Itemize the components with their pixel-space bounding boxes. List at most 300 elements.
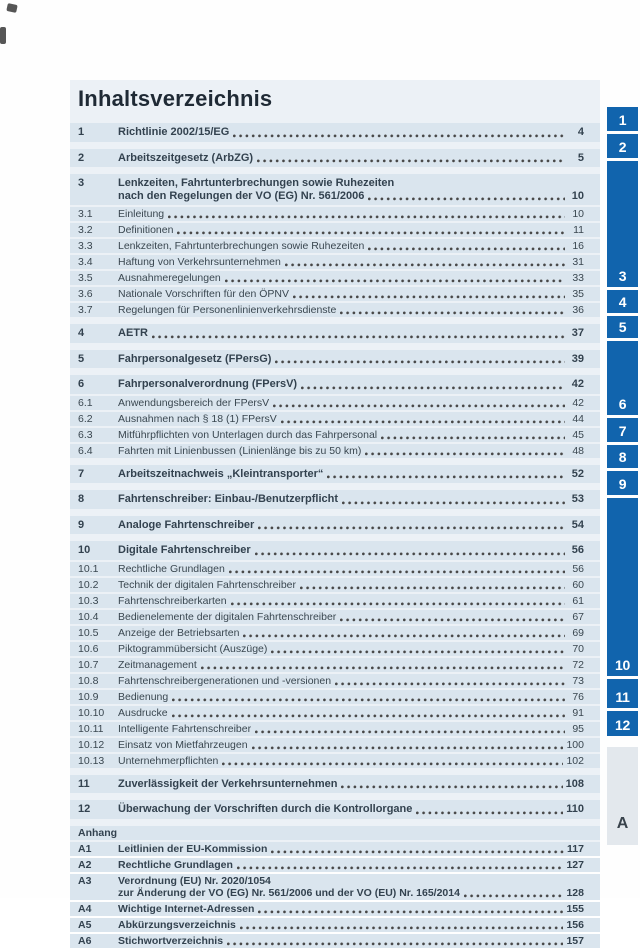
- leader-dots: [255, 552, 565, 556]
- toc-entry-page: 39: [571, 352, 584, 365]
- leader-dots: [281, 420, 565, 424]
- toc-entry-line: [118, 304, 584, 316]
- toc-entry-line: [118, 859, 584, 871]
- toc-entry-page: 16: [572, 240, 584, 252]
- toc-entry-line: [118, 643, 584, 655]
- toc-entry-lines: [118, 256, 584, 268]
- toc-entry-title: Ausnahmen nach § 18 (1) FPersV: [118, 412, 277, 425]
- toc-entry-number: 2: [78, 151, 85, 164]
- toc-entry-page: 10: [572, 208, 584, 220]
- toc-entry-page: 110: [566, 803, 584, 815]
- toc-entry-line: [118, 288, 584, 300]
- toc-entry-lines: [118, 919, 584, 931]
- chapter-tab-label: 10: [615, 657, 630, 673]
- toc-entry-page: 48: [572, 444, 584, 457]
- toc-entry: [70, 271, 600, 285]
- toc-entry-title: Nationale Vorschriften für den ÖPNV: [118, 288, 290, 300]
- leader-dots: [243, 634, 565, 638]
- toc-entry-lines: [118, 627, 584, 639]
- toc-entry-number: 7: [78, 467, 85, 480]
- toc-entry: [70, 174, 600, 205]
- toc-entry-line: [118, 413, 584, 425]
- toc-entry-page: 73: [572, 674, 584, 687]
- toc-entry-page: 54: [571, 518, 584, 531]
- toc-entry: [70, 396, 600, 410]
- toc-entry: [70, 255, 600, 269]
- toc-entry: [70, 874, 600, 900]
- toc-entry-number: 10.6: [78, 642, 99, 655]
- toc-entry: [70, 239, 600, 253]
- toc-entry: [70, 800, 600, 819]
- toc-entry-number: 10.3: [78, 594, 99, 607]
- toc-entry-title: Wichtige Internet-Adressen: [118, 902, 255, 915]
- leader-dots: [227, 942, 563, 946]
- toc-entry-page: 4: [577, 126, 584, 138]
- toc-entry-lines: [118, 843, 584, 855]
- toc-entry-number: 3.2: [78, 224, 93, 236]
- toc-entry-lines: [118, 595, 584, 607]
- toc-entry-line: [118, 208, 584, 220]
- chapter-tab-12: [607, 711, 638, 736]
- toc-entry-page: 127: [566, 858, 584, 871]
- toc-entry-line: [118, 739, 584, 751]
- toc-entry-line: [118, 887, 584, 899]
- toc-entry-number: 10.13: [78, 754, 105, 767]
- toc-entry-number: 6.3: [78, 428, 93, 441]
- toc-entry-line: [118, 126, 584, 139]
- toc-entry: [70, 690, 600, 704]
- toc-entry-page: 52: [571, 467, 584, 480]
- toc-entry-page: 56: [571, 544, 584, 556]
- toc-entry-title: Verordnung (EU) Nr. 2020/1054: [118, 874, 271, 887]
- leader-dots: [335, 682, 565, 686]
- leader-dots: [240, 926, 564, 930]
- toc-entry-page: 35: [572, 288, 584, 300]
- toc-entry: [70, 516, 600, 535]
- toc-entry-lines: [118, 739, 584, 751]
- toc-entry-title: Intelligente Fahrtenschreiber: [118, 722, 252, 735]
- toc-entry-line: [118, 152, 584, 165]
- toc-entry-line: [118, 723, 584, 735]
- appendix-tab-label: A: [616, 815, 629, 832]
- toc-entry-line: [118, 224, 584, 236]
- toc-entry-page: 70: [572, 642, 584, 655]
- toc-entry-number: 4: [78, 327, 85, 339]
- toc-entry-number: 6.2: [78, 412, 93, 425]
- toc-entry-number: A3: [78, 874, 92, 887]
- toc-entry: [70, 324, 600, 343]
- toc-entry: [70, 412, 600, 426]
- toc-entry-page: 91: [572, 706, 584, 719]
- toc-entry-line: [118, 177, 584, 190]
- toc-entry-page: 36: [572, 304, 584, 316]
- toc-entry-number: 5: [78, 352, 85, 365]
- toc-entry-line: [118, 627, 584, 639]
- toc-entry-title: Haftung von Verkehrsunternehmen: [118, 256, 281, 268]
- chapter-tab-11: [607, 679, 638, 708]
- toc-entry-lines: [118, 353, 584, 366]
- toc-entry-title: Einsatz von Mietfahrzeugen: [118, 738, 248, 751]
- toc-entry-line: [118, 544, 584, 557]
- toc-entry-lines: [118, 126, 584, 139]
- toc-entry-page: 95: [572, 722, 584, 735]
- chapter-tab-label: 5: [618, 319, 627, 335]
- chapter-tab-4: [607, 290, 638, 313]
- toc-entry: [70, 826, 600, 840]
- toc-entry-number: 10.10: [78, 706, 105, 719]
- toc-entry-number: 3: [78, 177, 85, 189]
- toc-entry-page: 72: [572, 658, 584, 671]
- toc-entry-lines: [78, 827, 584, 839]
- leader-dots: [327, 475, 565, 479]
- toc-entry-lines: [118, 859, 584, 871]
- toc-entry-title: Leitlinien der EU-Kommission: [118, 842, 268, 855]
- toc-entry-lines: [118, 519, 584, 532]
- toc-entry-lines: [118, 288, 584, 300]
- toc-entry-lines: [118, 152, 584, 165]
- toc-entry-title: Rechtliche Grundlagen: [118, 858, 233, 871]
- toc-entry-lines: [118, 723, 584, 735]
- toc-entry: [70, 934, 600, 948]
- toc-entry: [70, 858, 600, 872]
- toc-entry-line: [118, 903, 584, 915]
- toc-entry-number: 3.5: [78, 272, 93, 284]
- leader-dots: [201, 666, 565, 670]
- toc-entry-line: [118, 563, 584, 575]
- toc-entry-line: [118, 272, 584, 284]
- chapter-tab-label: 1: [618, 112, 627, 128]
- toc-entry-title: Richtlinie 2002/15/EG: [118, 126, 230, 138]
- toc-entry-number: 3.7: [78, 304, 93, 316]
- leader-dots: [285, 263, 565, 267]
- leader-dots: [172, 714, 565, 718]
- toc-entry: [70, 428, 600, 442]
- toc-entry-title: Arbeitszeitgesetz (ArbZG): [118, 151, 254, 164]
- toc-entry-title: Ausdrucke: [118, 706, 168, 719]
- toc-entry-line: [118, 843, 584, 855]
- toc-group: [70, 800, 600, 819]
- toc-entry-line: [118, 611, 584, 623]
- toc-entry-title: AETR: [118, 327, 148, 339]
- leader-dots: [229, 570, 565, 574]
- toc-entry-title: Fahrtenschreiber: Einbau-/Benutzerpflicht: [118, 493, 339, 505]
- chapter-tab-8: [607, 445, 638, 468]
- page-title: Inhaltsverzeichnis: [78, 86, 273, 111]
- toc-entry-number: 10.1: [78, 562, 99, 575]
- toc-entry-number: 3.1: [78, 208, 93, 220]
- toc-entry-number: A4: [78, 902, 92, 915]
- toc-entry-page: 67: [572, 610, 584, 623]
- toc-entry-title: Einleitung: [118, 208, 165, 220]
- toc-entry-title: Überwachung der Vorschriften durch die Kontrollorgane: [118, 803, 413, 815]
- toc-entry-number: A1: [78, 842, 92, 855]
- toc-entry-title: Fahrpersonalgesetz (FPersG): [118, 352, 272, 365]
- toc-entry: [70, 722, 600, 736]
- toc-entry-lines: [118, 304, 584, 316]
- toc-entry-title: Regelungen für Personenlinienverkehrsdienste: [118, 304, 337, 316]
- toc-entry-line: [118, 445, 584, 457]
- toc-entry: [70, 465, 600, 484]
- chapter-tab-5: [607, 316, 638, 338]
- toc-entry: [70, 738, 600, 752]
- toc-entry-line: [118, 919, 584, 931]
- toc-entry: [70, 578, 600, 592]
- toc-entry-lines: [118, 935, 584, 947]
- toc-group: [70, 350, 600, 369]
- leader-dots: [464, 894, 564, 898]
- toc-entry-lines: [118, 397, 584, 409]
- toc-entry-title: Analoge Fahrtenschreiber: [118, 518, 255, 531]
- toc-entry-title: Bedienelemente der digitalen Fahrtenschreiber: [118, 610, 337, 623]
- leader-dots: [255, 730, 565, 734]
- chapter-tab-label: 7: [618, 423, 627, 439]
- toc-entry-page: 42: [572, 396, 584, 409]
- toc-entry: [70, 610, 600, 624]
- toc-entry-number: 3.4: [78, 256, 93, 268]
- toc-entry-lines: [118, 378, 584, 391]
- toc-entry-number: 10.11: [78, 722, 104, 735]
- toc-entry-number: 3.6: [78, 288, 93, 300]
- leader-dots: [233, 134, 565, 138]
- toc-list: [70, 123, 600, 948]
- leader-dots: [252, 746, 564, 750]
- leader-dots: [222, 762, 563, 766]
- toc-entry-page: 5: [577, 151, 584, 164]
- chapter-tab-label: 8: [618, 449, 627, 465]
- toc-entry: [70, 207, 600, 221]
- toc-entry-page: 33: [572, 272, 584, 284]
- leader-dots: [300, 586, 565, 590]
- toc-entry-title: Stichwortverzeichnis: [118, 934, 224, 947]
- toc-group: [70, 826, 600, 948]
- toc-entry: [70, 626, 600, 640]
- toc-entry-title: Zuverlässigkeit der Verkehrsunternehmen: [118, 777, 338, 790]
- toc-entry-line: [78, 827, 584, 839]
- toc-entry-page: 31: [572, 256, 584, 268]
- toc-entry-title: Zeitmanagement: [118, 658, 197, 671]
- toc-entry-lines: [118, 875, 584, 899]
- toc-entry-title: Lenkzeiten, Fahrtunterbrechungen sowie Ruhezeiten: [118, 177, 395, 189]
- toc-panel: [70, 80, 600, 947]
- toc-entry-line: [118, 493, 584, 506]
- leader-dots: [257, 159, 565, 163]
- toc-entry-number: 12: [78, 803, 91, 815]
- toc-entry-line: [118, 675, 584, 687]
- toc-entry-page: 45: [572, 428, 584, 441]
- toc-entry-page: 76: [572, 690, 584, 703]
- leader-dots: [271, 850, 564, 854]
- leader-dots: [293, 295, 565, 299]
- toc-entry-number: A6: [78, 934, 92, 947]
- chapter-tab-1: [607, 107, 638, 131]
- toc-entry-number: 3.3: [78, 240, 93, 252]
- toc-entry-lines: [118, 544, 584, 557]
- toc-group: [70, 324, 600, 343]
- toc-entry-page: 53: [571, 493, 584, 505]
- toc-entry: [70, 754, 600, 768]
- leader-dots: [168, 215, 565, 219]
- toc-entry-line: [118, 353, 584, 366]
- toc-entry-lines: [118, 327, 584, 340]
- toc-entry: [70, 706, 600, 720]
- toc-entry-title: Rechtliche Grundlagen: [118, 562, 225, 575]
- toc-entry-line: [118, 240, 584, 252]
- toc-entry-number: 10.2: [78, 578, 99, 591]
- toc-entry-title: Arbeitszeitnachweis „Kleintransporter“: [118, 467, 324, 480]
- toc-entry-page: 128: [566, 886, 584, 899]
- toc-entry-lines: [118, 177, 584, 202]
- toc-entry-lines: [118, 778, 584, 791]
- toc-entry-line: [118, 256, 584, 268]
- chapter-tab-6: [607, 341, 638, 415]
- toc-entry-title: zur Änderung der VO (EG) Nr. 561/2006 und der VO (EU) Nr. 165/2014: [118, 886, 460, 899]
- toc-entry-line: [118, 935, 584, 947]
- toc-entry-line: [118, 468, 584, 481]
- toc-entry-lines: [118, 208, 584, 220]
- toc-entry: [70, 562, 600, 576]
- chapter-tab-label: 2: [618, 139, 627, 155]
- toc-entry-page: 60: [572, 578, 584, 591]
- leader-dots: [273, 404, 565, 408]
- toc-entry-page: 56: [572, 562, 584, 575]
- toc-entry-page: 44: [572, 412, 584, 425]
- toc-entry-number: 11: [78, 777, 90, 790]
- toc-entry: [70, 375, 600, 394]
- toc-entry-number: 6.1: [78, 396, 93, 409]
- scan-artifact: [6, 3, 17, 13]
- toc-entry-number: 10.9: [78, 690, 99, 703]
- toc-entry: [70, 918, 600, 932]
- toc-entry-lines: [118, 468, 584, 481]
- toc-entry-lines: [118, 429, 584, 441]
- toc-entry: [70, 674, 600, 688]
- toc-entry-title: Anwendungsbereich der FPersV: [118, 396, 270, 409]
- leader-dots: [381, 436, 565, 440]
- toc-entry-lines: [118, 755, 584, 767]
- leader-dots: [237, 866, 564, 870]
- toc-entry: [70, 775, 600, 794]
- toc-entry-page: 155: [566, 902, 584, 915]
- toc-entry-number: 1: [78, 126, 85, 138]
- toc-entry-lines: [118, 903, 584, 915]
- toc-entry-page: 69: [572, 626, 584, 639]
- toc-entry-title: Anzeige der Betriebsarten: [118, 626, 240, 639]
- chapter-tab-label: 9: [618, 476, 627, 492]
- toc-entry: [70, 444, 600, 458]
- leader-dots: [275, 360, 565, 364]
- toc-entry-lines: [118, 611, 584, 623]
- toc-entry: [70, 350, 600, 369]
- toc-entry-lines: [118, 240, 584, 252]
- toc-entry-line: [118, 707, 584, 719]
- toc-entry-number: 10.7: [78, 658, 99, 671]
- toc-entry-line: [118, 659, 584, 671]
- toc-entry-title: Digitale Fahrtenschreiber: [118, 544, 251, 556]
- toc-entry-lines: [118, 579, 584, 591]
- toc-entry-line: [118, 397, 584, 409]
- leader-dots: [365, 452, 565, 456]
- toc-entry-page: 156: [566, 918, 584, 931]
- toc-entry-page: 157: [566, 934, 584, 947]
- toc-entry-title: Ausnahmeregelungen: [118, 272, 221, 284]
- toc-entry-line: [118, 595, 584, 607]
- toc-entry-line: [118, 778, 584, 791]
- toc-entry-title: nach den Regelungen der VO (EG) Nr. 561/2006: [118, 189, 365, 202]
- chapter-tab-label: 11: [615, 689, 630, 705]
- toc-group: [70, 490, 600, 509]
- toc-entry: [70, 287, 600, 301]
- toc-entry-line: [118, 190, 584, 203]
- toc-entry-title: Bedienung: [118, 690, 169, 703]
- toc-entry-title: Fahrpersonalverordnung (FPersV): [118, 378, 298, 390]
- toc-entry-page: 61: [572, 594, 584, 607]
- toc-entry-title: Fahrten mit Linienbussen (Linienlänge bis zu 50 km): [118, 444, 362, 457]
- leader-dots: [231, 602, 565, 606]
- toc-entry-title: Lenkzeiten, Fahrtunterbrechungen sowie Ruhezeiten: [118, 240, 365, 252]
- toc-entry-title: Abkürzungsverzeichnis: [118, 918, 236, 931]
- toc-entry-lines: [118, 803, 584, 816]
- toc-entry-page: 108: [565, 777, 584, 790]
- toc-entry: [70, 658, 600, 672]
- leader-dots: [340, 311, 565, 315]
- leader-dots: [416, 811, 563, 815]
- toc-entry-lines: [118, 413, 584, 425]
- toc-entry-page: 117: [567, 842, 584, 855]
- chapter-tab-label: 3: [618, 268, 627, 284]
- toc-entry-lines: [118, 675, 584, 687]
- toc-entry-title: Fahrtenschreiberkarten: [118, 594, 227, 607]
- chapter-tab-label: 12: [615, 717, 630, 733]
- toc-entry-title: Mitführpflichten von Unterlagen durch das Fahrpersonal: [118, 428, 378, 441]
- toc-entry-title: Unternehmerpflichten: [118, 754, 219, 767]
- toc-entry: [70, 902, 600, 916]
- toc-entry-lines: [118, 691, 584, 703]
- toc-entry: [70, 842, 600, 856]
- toc-entry-title: Definitionen: [118, 224, 174, 236]
- chapter-tab-7: [607, 418, 638, 442]
- toc-entry-line: [118, 803, 584, 816]
- toc-entry-line: [118, 875, 584, 887]
- leader-dots: [258, 526, 565, 530]
- toc-entry: [70, 149, 600, 168]
- leader-dots: [152, 335, 565, 339]
- toc-entry-line: [118, 429, 584, 441]
- toc-group: [70, 516, 600, 535]
- toc-entry-lines: [118, 643, 584, 655]
- leader-dots: [342, 501, 565, 505]
- toc-entry-title: Anhang: [78, 826, 118, 839]
- toc-entry-page: 100: [566, 738, 584, 751]
- chapter-tab-label: 4: [618, 294, 627, 310]
- leader-dots: [177, 231, 565, 235]
- toc-entry-number: 10.4: [78, 610, 99, 623]
- toc-entry-page: 37: [571, 327, 584, 339]
- leader-dots: [225, 279, 565, 283]
- toc-entry-line: [118, 378, 584, 391]
- leader-dots: [172, 698, 565, 702]
- toc-entry-lines: [118, 707, 584, 719]
- toc-entry: [70, 490, 600, 509]
- toc-entry-number: 10.12: [78, 738, 105, 751]
- toc-entry-line: [118, 691, 584, 703]
- leader-dots: [340, 618, 565, 622]
- toc-entry-number: 10: [78, 544, 91, 556]
- toc-entry-page: 10: [571, 189, 584, 202]
- toc-entry-lines: [118, 659, 584, 671]
- toc-entry-line: [118, 519, 584, 532]
- chapter-tab-3: [607, 161, 638, 287]
- chapter-tab-label: 6: [618, 396, 627, 412]
